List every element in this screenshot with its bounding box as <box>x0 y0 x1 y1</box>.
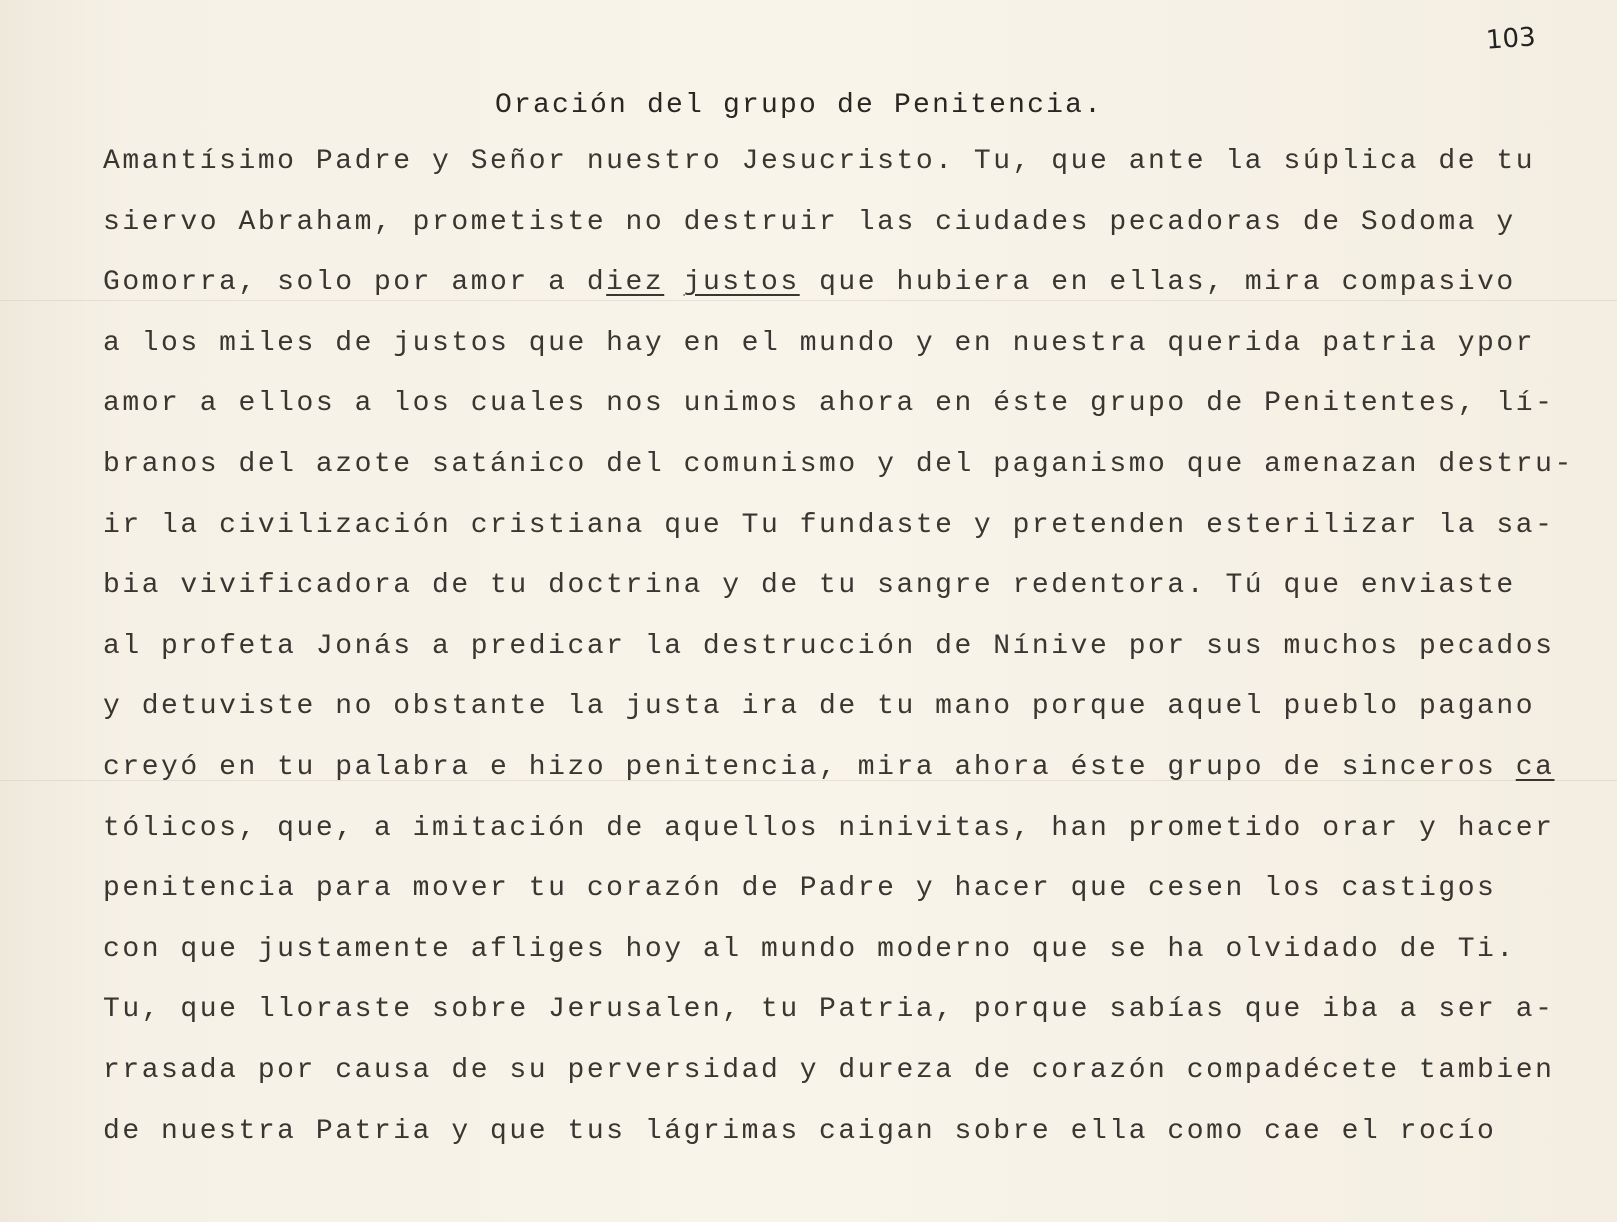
text-line: al profeta Jonás a predicar la destrucción de Nínive por sus muchos pecados <box>103 630 1555 662</box>
page-number: 103 <box>1485 22 1537 56</box>
text-line: a los miles de justos que hay en el mundo y en nuestra querida patria ypor <box>103 327 1536 359</box>
text-span: creyó en tu palabra e hizo penitencia, mira ahora éste grupo de sinceros <box>103 751 1516 783</box>
text-line: penitencia para mover tu corazón de Padre y hacer que cesen los castigos <box>103 873 1497 905</box>
document-body <box>103 140 1583 1170</box>
underlined-text: iez <box>606 267 665 299</box>
text-span: que hubiera en ellas, mira compasivo <box>799 267 1516 299</box>
text-span <box>664 267 683 298</box>
underlined-text: justos <box>683 267 800 299</box>
text-line: Tu, que lloraste sobre Jerusalen, tu Patria, porque sabías que iba a ser a- <box>103 994 1555 1026</box>
text-line: amor a ellos a los cuales nos unimos ahora en éste grupo de Penitentes, lí- <box>103 388 1555 420</box>
underlined-text: ca <box>1515 751 1555 783</box>
text-line: bia vivificadora de tu doctrina y de tu sangre redentora. Tú que enviaste <box>103 570 1516 602</box>
text-line: Amantísimo Padre y Señor nuestro Jesucristo. Tu, que ante la súplica de tu <box>103 146 1536 177</box>
text-line: rrasada por causa de su perversidad y dureza de corazón compadécete tambien <box>103 1054 1555 1086</box>
text-line: ir la civilización cristiana que Tu fundaste y pretenden esterilizar la sa- <box>103 509 1555 541</box>
text-line: tólicos, que, a imitación de aquellos ninivitas, han prometido orar y hacer <box>103 812 1555 844</box>
text-line: de nuestra Patria y que tus lágrimas caigan sobre ella como cae el rocío <box>103 1115 1497 1147</box>
text-line: siervo Abraham, prometiste no destruir las ciudades pecadoras de Sodoma y <box>103 206 1516 238</box>
text-line: y detuviste no obstante la justa ira de tu mano porque aquel pueblo pagano <box>103 691 1536 723</box>
text-line <box>103 261 1583 322</box>
document-title: Oración del grupo de Penitencia. <box>495 90 1104 121</box>
text-span: Gomorra, solo por amor a d <box>103 267 607 299</box>
text-line <box>103 746 1583 807</box>
text-line: branos del azote satánico del comunismo y del paganismo que amenazan destru- <box>103 448 1574 480</box>
text-line: con que justamente afliges hoy al mundo moderno que se ha olvidado de Ti. <box>103 933 1516 965</box>
